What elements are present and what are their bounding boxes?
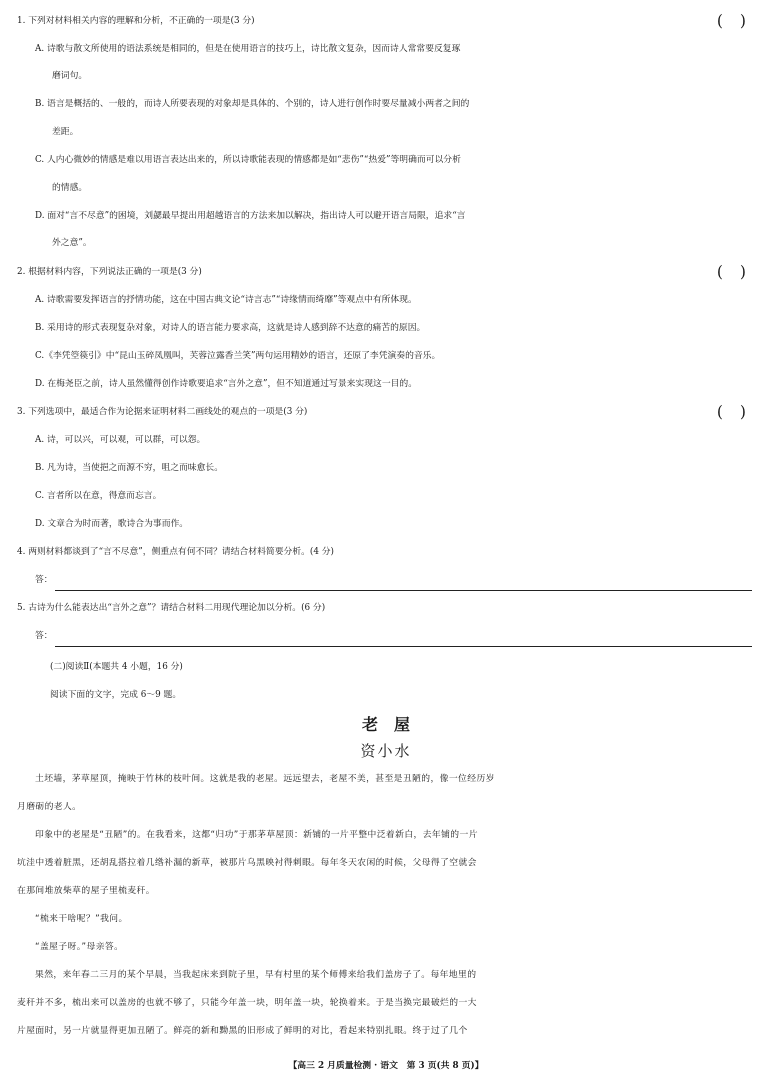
q1-stem-text: 1. 下列对材料相关内容的理解和分析，不正确的一项是(3 分) [17,16,255,26]
story-line: 麦秆并不多，梳出来可以盖房的也就不够了，只能今年盖一块，明年盖一块，轮换着来。于是当换完最破烂的一大 [17,998,477,1008]
q3-option-c: C. 言者所以在意，得意而忘言。 [35,491,162,501]
q1-option-d: D. 面对“言不尽意”的困境，刘勰最早提出用超越语言的方法来加以解决，指出诗人可以避开语言局限，追求“言 [35,211,466,221]
q2-answer-paren: ( ) [716,263,752,281]
story-line: “梳来干啥呢？”我问。 [35,914,128,924]
story-line: 片屋面时，另一片就显得更加丑陋了。鲜亮的新和黝黑的旧形成了鲜明的对比，看起来特别扎眼。终于过了几个 [17,1026,468,1036]
q1-option-a-cont: 磨词句。 [52,71,88,81]
story-line: 月磨砺的老人。 [17,802,82,812]
q2-option-b: B. 采用诗的形式表现复杂对象，对诗人的语言能力要求高，这就是诗人感到辞不达意的痛苦的原因。 [35,323,426,333]
story-author-row [0,740,772,765]
section-instruction: 阅读下面的文字，完成 6～9 题。 [50,690,182,700]
q5-answer-line[interactable] [55,630,752,647]
q3-stem-text: 3. 下列选项中，最适合作为论据来证明材料二画线处的观点的一项是(3 分) [17,407,308,417]
q1-option-c-cont: 的情感。 [52,183,88,193]
q1-option-c: C. 人内心微妙的情感是难以用语言表达出来的，所以诗歌能表现的情感都是如“悲伤”“热爱”等明确而可以分析 [35,155,461,165]
q1-answer-paren: ( ) [716,12,752,30]
q3-option-a: A. 诗，可以兴，可以观，可以群，可以怨。 [35,435,206,445]
q2-stem [0,261,772,283]
q2-option-a: A. 诗歌需要发挥语言的抒情功能，这在中国古典文论“诗言志”“诗缘情而绮靡”等观点中有所体现。 [35,295,417,305]
section-heading: (二)阅读Ⅱ(本题共 4 小题，16 分) [50,662,183,672]
q1-stem [0,10,772,32]
story-line: 土坯墙，茅草屋顶，掩映于竹林的枝叶间。这就是我的老屋。远远望去，老屋不美，甚至是丑陋的，像一位经历岁 [35,774,495,784]
story-line: 果然，来年春二三月的某个早晨，当我起床来到院子里，早有村里的某个师傅来给我们盖房子了。每年地里的 [35,970,477,980]
story-author: 资小水 [360,742,412,760]
q1-option-a: A. 诗歌与散文所使用的语法系统是相同的，但是在使用语言的技巧上，诗比散文复杂，因而诗人常常要反复琢 [35,44,461,54]
story-line: “盖屋子呀。”母亲答。 [35,942,124,952]
q2-stem-text: 2. 根据材料内容，下列说法正确的一项是(3 分) [17,267,202,277]
q4-stem: 4. 两则材料都谈到了“言不尽意”，侧重点有何不同？请结合材料简要分析。(4 分) [17,547,334,557]
q1-option-d-cont: 外之意”。 [52,238,92,248]
story-line: 印象中的老屋是“丑陋”的。在我看来，这都“归功”于那茅草屋顶：新铺的一片平整中泛着新白，去年铺的一片 [35,830,478,840]
q1-option-b-cont: 差距。 [52,127,79,137]
story-line: 在那间堆放柴草的屋子里梳麦秆。 [17,886,155,896]
page-footer: 【高三 2 月质量检测 · 语文 第 3 页(共 8 页)】 [288,1061,484,1071]
q3-option-d: D. 文章合为时而著，歌诗合为事而作。 [35,519,189,529]
q4-answer-line[interactable] [55,574,752,591]
q4-answer-label: 答： [35,575,53,585]
q3-option-b: B. 凡为诗，当使挹之而源不穷，咀之而味愈长。 [35,463,223,473]
q3-answer-paren: ( ) [716,403,752,421]
q2-option-c: C.《李凭箜篌引》中“昆山玉碎凤凰叫，芙蓉泣露香兰笑”两句运用精妙的语言，还原了李凭演奏的音乐。 [35,351,441,361]
story-title-row [0,714,772,739]
q4-answer-field[interactable] [0,569,772,591]
story-line: 坑洼中透着脏黑，还胡乱搭拉着几绺补漏的新草，被那片乌黑映衬得刺眼。每年冬天农闲的时候，父母得了空就会 [17,858,477,868]
q5-answer-label: 答： [35,631,53,641]
q5-answer-field[interactable] [0,625,772,647]
q5-stem: 5. 古诗为什么能表达出“言外之意”？请结合材料二用现代理论加以分析。(6 分) [17,603,326,613]
q1-option-b: B. 语言是概括的、一般的，而诗人所要表现的对象却是具体的、个别的，诗人进行创作时要尽量减小两者之间的 [35,99,470,109]
q3-stem [0,401,772,423]
q2-option-d: D. 在梅尧臣之前，诗人虽然懂得创作诗歌要追求“言外之意”，但不知道通过写景来实现这一目的。 [35,379,418,389]
story-title: 老屋 [361,715,426,734]
